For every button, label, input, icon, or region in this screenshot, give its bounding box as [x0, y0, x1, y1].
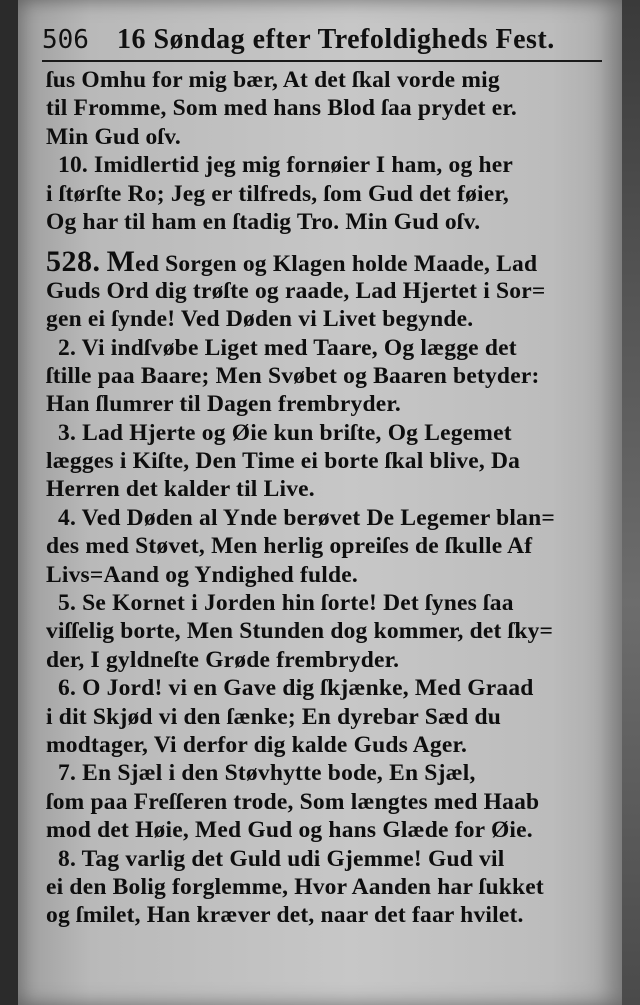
- text-line: Og har til ham en ſtadig Tro. Min Gud oſv.: [46, 208, 481, 235]
- verse-start-line: 4. Ved Døden al Ynde berøvet De Legemer blan=: [58, 504, 555, 531]
- page-number: 506: [42, 25, 89, 55]
- text-line: Livs=Aand og Yndighed fulde.: [46, 561, 358, 588]
- text-line: ei den Bolig forglemme, Hvor Aanden har ſukket: [46, 873, 544, 900]
- text-line: gen ei ſynde! Ved Døden vi Livet begynde.: [46, 306, 474, 333]
- text-line: modtager, Vi derfor dig kalde Guds Ager.: [46, 731, 468, 758]
- text-line: der, I gyldneſte Grøde frembryder.: [46, 646, 400, 673]
- text-line: Han ſlumrer til Dagen frembryder.: [46, 391, 401, 418]
- hymn-first-line-text: ed Sorgen og Klagen holde Maade, Lad: [135, 251, 538, 278]
- text-line: i ſtørſte Ro; Jeg er tilfreds, ſom Gud det føier,: [46, 180, 509, 207]
- verse-start-line: 2. Vi indſvøbe Liget med Taare, Og lægge det: [58, 334, 517, 361]
- text-line: Min Gud oſv.: [46, 123, 181, 150]
- text-line: 10. Imidlertid jeg mig fornøier I ham, og her: [58, 152, 514, 179]
- hymn-528: [46, 245, 606, 929]
- running-title: 16 Søndag efter Trefoldigheds Fest.: [116, 24, 555, 55]
- page-body: [46, 66, 606, 930]
- verse-start-line: 6. O Jord! vi en Gave dig ſkjænke, Med Graad: [58, 675, 534, 702]
- verse-start-line: 8. Tag varlig det Guld udi Gjemme! Gud vil: [58, 845, 505, 872]
- text-line: Herren det kalder til Live.: [46, 476, 315, 503]
- book-page: [18, 0, 624, 1005]
- verse-start-line: 7. En Sjæl i den Støvhytte bode, En Sjæl,: [58, 760, 476, 787]
- continuation-verse: [46, 66, 606, 151]
- book-edge: [622, 0, 640, 1005]
- text-line: Guds Ord dig trøſte og raade, Lad Hjertet i Sor=: [46, 277, 546, 304]
- text-line: og ſmilet, Han kræver det, naar det faar hvilet.: [46, 902, 524, 929]
- text-line: ſom paa Freſſeren trode, Som længtes med Haab: [46, 788, 540, 815]
- verse-10: [46, 151, 606, 236]
- text-line: des med Støvet, Men herlig opreiſes de ſkulle Af: [46, 533, 533, 560]
- text-line: i dit Skjød vi den ſænke; En dyrebar Sæd du: [46, 703, 502, 730]
- text-line: mod det Høie, Med Gud og hans Glæde for Øie.: [46, 817, 533, 844]
- text-line: viſſelig borte, Men Stunden dog kommer, det ſky=: [46, 618, 554, 645]
- hymn-first-line: [46, 245, 606, 279]
- page-header: [42, 20, 602, 62]
- verse-start-line: 3. Lad Hjerte og Øie kun briſte, Og Legemet: [58, 419, 512, 446]
- text-line: ſtille paa Baare; Men Svøbet og Baaren betyder:: [46, 362, 540, 389]
- text-line: til Fromme, Som med hans Blod ſaa prydet er.: [46, 95, 517, 122]
- text-line: lægges i Kiſte, Den Time ei borte ſkal blive, Da: [46, 448, 521, 475]
- verse-start-line: 5. Se Kornet i Jorden hin ſorte! Det ſynes ſaa: [58, 590, 514, 617]
- hymn-dropcap: M: [106, 245, 136, 279]
- hymn-number: 528.: [46, 245, 101, 279]
- text-line: ſus Omhu for mig bær, At det ſkal vorde mig: [46, 67, 500, 93]
